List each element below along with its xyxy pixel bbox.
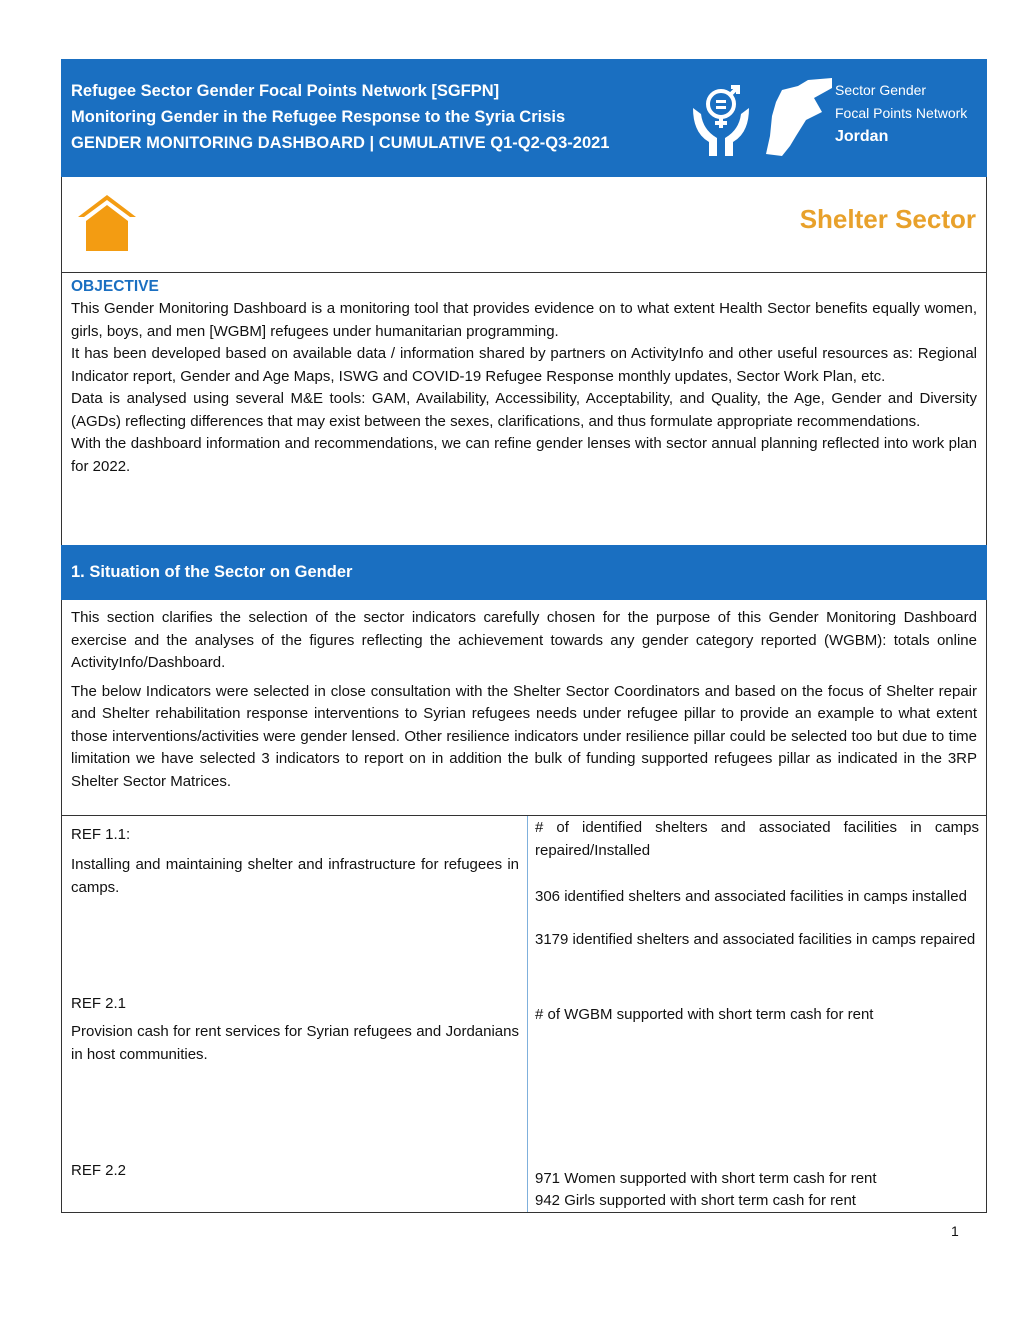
header-line-1: Refugee Sector Gender Focal Points Network [SGFPN] <box>71 82 500 100</box>
objective-section <box>61 273 987 545</box>
network-line-1: Sector Gender <box>835 82 927 98</box>
ref-2-1-label: REF 2.1 <box>71 995 127 1012</box>
page-number: 1 <box>951 1223 959 1239</box>
ref-2-2-label: REF 2.2 <box>71 1162 127 1179</box>
table-divider <box>527 816 528 1212</box>
ref-2-1-indicator: # of WGBM supported with short term cash for rent <box>535 1006 874 1023</box>
indicators-table <box>61 815 987 1213</box>
network-country: Jordan <box>835 128 889 145</box>
ref-2-2-result: 942 Girls supported with short term cash for rent <box>535 1192 856 1209</box>
ref-1-1-label: REF 1.1: <box>71 826 131 843</box>
jordan-map-icon <box>762 76 834 158</box>
ref-1-1-indicator: # of identified shelters and associated facilities in camps repaired/Installed <box>535 819 979 859</box>
objective-paragraph: It has been developed based on available data / information shared by partners on ActivityInfo and other useful resources as: Regional Indicator report, Gender and Age Maps, ISWG and COVID-19 Refugee Response monthly updates, Sector Work Plan, etc. <box>71 345 977 385</box>
section-heading: 1. Situation of the Sector on Gender <box>61 545 987 600</box>
header-banner <box>61 59 987 177</box>
section-paragraph: This section clarifies the selection of the sector indicators carefully chosen for the purpose of this Gender Monitoring Dashboard exercise and the analyses of the figures reflecting the achievement towards any gender category reported (WGBM): totals online ActivityInfo/Dashboard. <box>71 609 977 671</box>
ref-1-1-result: 306 identified shelters and associated facilities in camps installed <box>535 888 967 905</box>
ref-2-2-result: 971 Women supported with short term cash for rent <box>535 1170 877 1187</box>
hands-gender-icon <box>689 78 753 158</box>
sector-title-box <box>61 177 987 273</box>
network-name <box>835 79 967 148</box>
objective-heading: OBJECTIVE <box>71 278 159 295</box>
header-line-3: GENDER MONITORING DASHBOARD | CUMULATIVE Q1-Q2-Q3-2021 <box>71 134 610 152</box>
objective-paragraph: With the dashboard information and recommendations, we can refine gender lenses with sector annual planning reflected into work plan for 2022. <box>71 435 977 475</box>
ref-2-1-text: Provision cash for rent services for Syrian refugees and Jordanians in host communities. <box>71 1023 519 1063</box>
header-line-2: Monitoring Gender in the Refugee Response to the Syria Crisis <box>71 108 566 126</box>
shelter-house-icon <box>76 191 138 253</box>
network-line-2: Focal Points Network <box>835 105 968 121</box>
ref-1-1-result: 3179 identified shelters and associated facilities in camps repaired <box>535 931 976 948</box>
section-paragraph: The below Indicators were selected in close consultation with the Shelter Sector Coordinators and based on the focus of Shelter repair and Shelter rehabilitation response interventions to Syrian refugees needs under refugee pillar to provide an example to what extent those interventions/activities were gender lensed. Other resilience indicators under resilience pillar could be selected too but due to time limitation we have selected 3 indicators to report on in addition the bulk of funding supported refugees pillar as indicated in the 3RP Shelter Sector Matrices. <box>71 682 977 790</box>
objective-paragraph: This Gender Monitoring Dashboard is a monitoring tool that provides evidence on to what extent Health Sector benefits equally women, girls, boys, and men [WGBM] refugees under humanitarian programming. <box>71 300 977 340</box>
objective-paragraph: Data is analysed using several M&E tools: GAM, Availability, Accessibility, Acceptability, and Quality, the Age, Gender and Diversity (AGDs) reflecting differences that may exist between the sexes, clarifications, and thus formulate appropriate recommendations. <box>71 390 977 430</box>
section-body <box>61 600 987 815</box>
sector-title: Shelter Sector <box>799 204 976 234</box>
header-titles <box>71 78 609 156</box>
ref-1-1-text: Installing and maintaining shelter and infrastructure for refugees in camps. <box>71 856 519 896</box>
